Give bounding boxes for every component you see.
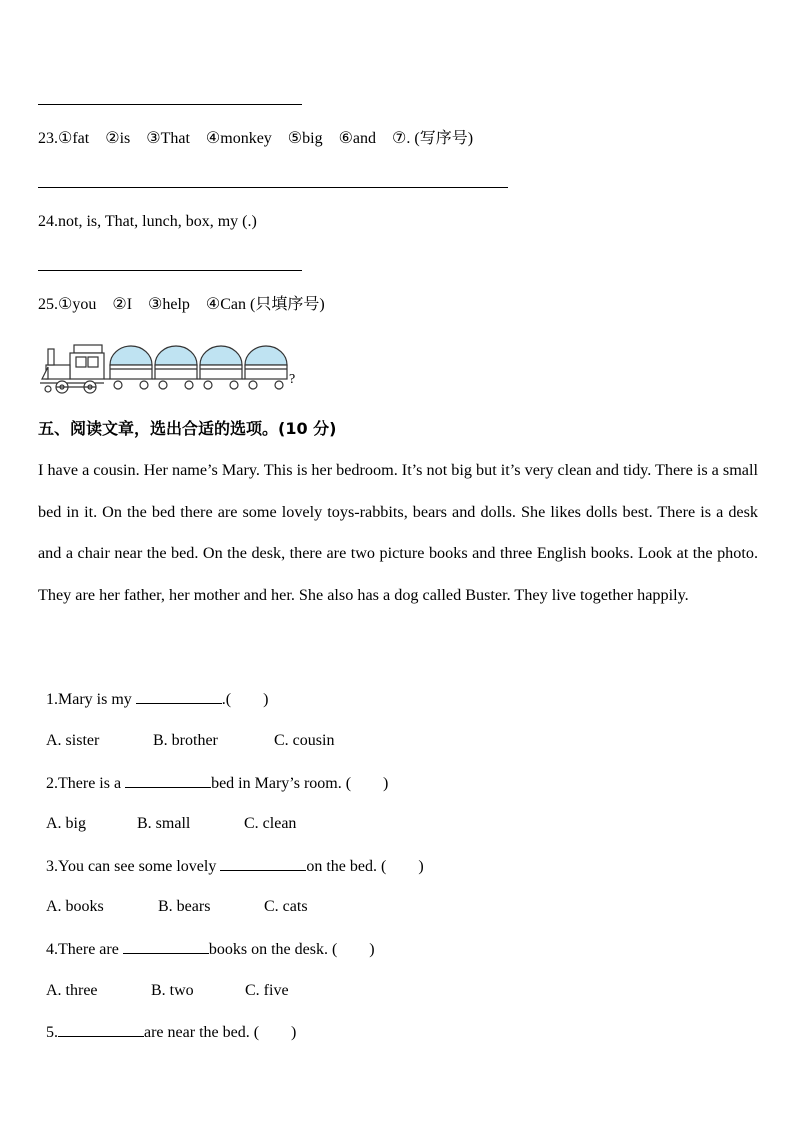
wagon-icon-1 [110,346,152,389]
option-2a[interactable]: A. big [46,815,86,832]
locomotive-icon [40,345,104,393]
question-3 [38,836,424,877]
answer-blank-2[interactable] [125,773,211,788]
answer-blank-4[interactable] [123,939,209,954]
answer-blank-5[interactable] [58,1022,144,1037]
question-1-options [38,711,334,751]
question-23: 23.①fat ②is ③That ④monkey ⑤big ⑥and ⑦. (写序号) [38,130,474,147]
question-2-options [38,794,296,834]
question-3-tail: on the bed. ( ) [306,858,424,875]
option-4c[interactable]: C. five [245,982,289,999]
answer-line-23[interactable] [38,187,508,188]
option-1b[interactable]: B. brother [153,732,218,749]
option-1a[interactable]: A. sister [46,732,100,749]
answer-line-22[interactable] [38,104,302,105]
question-2 [38,753,388,794]
answer-line-24[interactable] [38,270,302,271]
wagon-icon-4 [245,346,287,389]
question-25: 25.①you ②I ③help ④Can (只填序号) [38,296,325,313]
question-4-text: 4.There are [46,941,123,958]
question-5-tail: are near the bed. ( ) [144,1024,297,1041]
question-4-tail: books on the desk. ( ) [208,941,375,958]
question-3-options [38,877,308,917]
option-2c[interactable]: C. clean [244,815,297,832]
question-1-text: 1.Mary is my [46,691,136,708]
option-4a[interactable]: A. three [46,982,98,999]
option-1c[interactable]: C. cousin [274,732,335,749]
option-3c[interactable]: C. cats [264,898,308,915]
reading-passage: I have a cousin. Her name’s Mary. This is her bedroom. It’s not big but it’s very clean and tidy. There is a small bed in it. On the bed there are some lovely toys-rabbits, bears and dolls. She likes dolls best. There is a desk and a chair near the bed. On the desk, there are two picture books and three English books. Look at the photo. They are her father, her mother and her. She also has a dog called Buster. They live together happily. [38,461,758,605]
section-5-heading: 五、阅读文章，选出合适的选项。(10 分) [38,419,337,438]
question-4-options [38,961,289,1001]
question-2-text: 2.There is a [46,775,126,792]
option-2b[interactable]: B. small [137,815,191,832]
question-1-tail: .( ) [221,691,269,708]
answer-blank-3[interactable] [220,856,306,871]
option-3b[interactable]: B. bears [158,898,211,915]
answer-blank-1[interactable] [136,689,222,704]
question-1 [38,669,268,710]
question-3-text: 3.You can see some lovely [46,858,221,875]
question-4 [38,919,375,960]
train-illustration [40,343,302,397]
option-4b[interactable]: B. two [151,982,194,999]
question-2-tail: bed in Mary’s room. ( ) [211,775,389,792]
option-3a[interactable]: A. books [46,898,104,915]
wagon-icon-2 [155,346,197,389]
train-question-mark: ? [289,372,296,387]
question-5-text: 5. [46,1024,58,1041]
question-24: 24.not, is, That, lunch, box, my (.) [38,213,257,230]
wagon-icon-3 [200,346,242,389]
question-5 [38,1002,296,1043]
